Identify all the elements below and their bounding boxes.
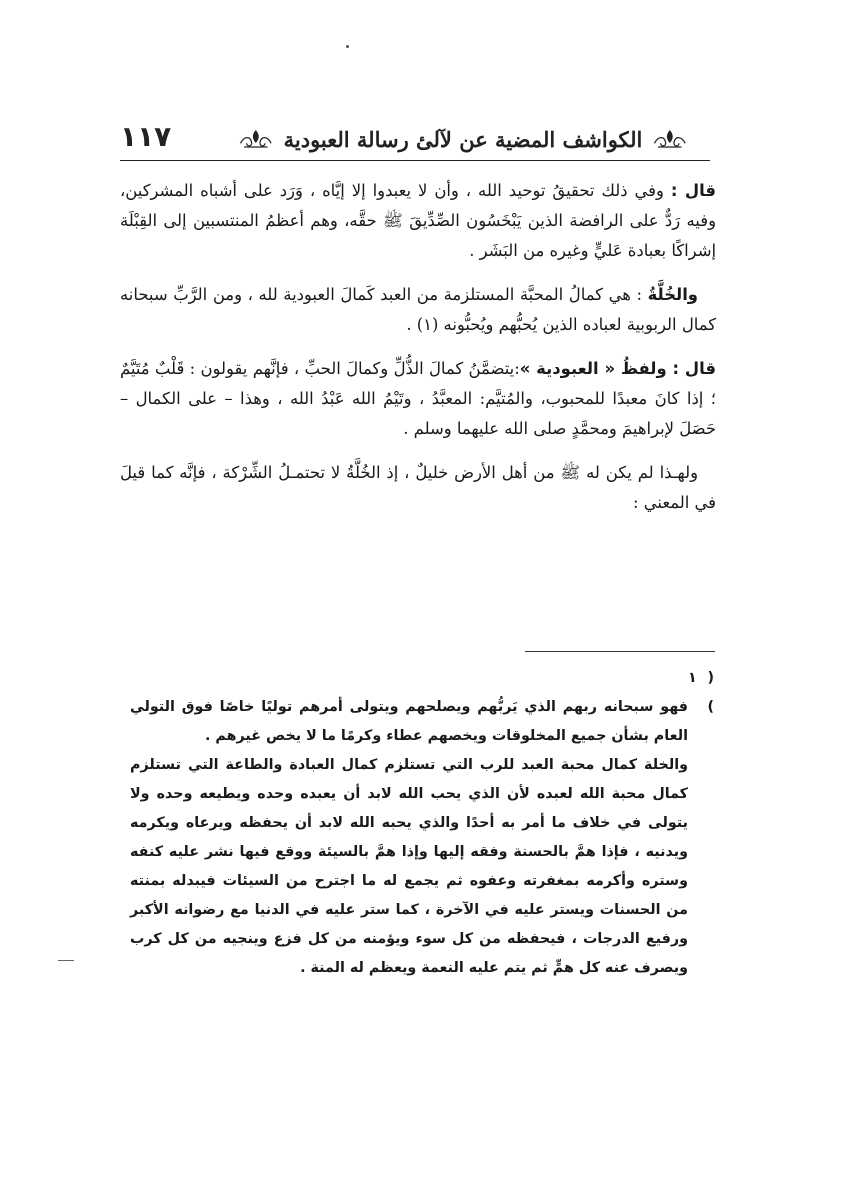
- paragraph-2: [120, 280, 716, 340]
- paragraph-1-keyword: قال :: [670, 181, 716, 200]
- paragraph-4-text: ولهـذا لم يكن له ﷺ من أهل الأرض خليلٌ ، إذ الخُلَّةُ لا تحتمـلُ الشِّرْكة ، فإنَّه كما قيلَ في المعني :: [120, 463, 716, 512]
- right-ornament-icon: [652, 122, 688, 156]
- page-number: ١١٧: [120, 120, 172, 153]
- paragraph-4: [120, 458, 716, 518]
- scan-speck: [346, 45, 349, 48]
- paragraph-2-keyword: والخُلَّةُ: [647, 285, 698, 304]
- paragraph-3: [120, 354, 716, 444]
- paragraph-1: [120, 176, 716, 266]
- main-body: [120, 176, 716, 532]
- footnote-marker: ( ١ ): [688, 670, 714, 715]
- paragraph-2-text: : هي كمالُ المحبَّة المستلزمة من العبد كَمالَ العبودية لله ، ومن الرَّبِّ سبحانه كمال الربوبية لعباده الذين يُحبُّهم ويُحبُّونه (١) .: [120, 285, 716, 334]
- footnote-1-continued: [130, 751, 714, 983]
- footnote-1-text: فهو سبحانه ربهم الذي يَربُّهم ويصلحهم ويتولى أمرهم توليًا خاصًا فوق التولي العام بشأن جميع المخلوقات ويخصهم عطاء وكرمًا ما لا يخص غيرهم .: [130, 699, 688, 744]
- running-header: [238, 116, 688, 162]
- footnotes: [130, 664, 714, 983]
- paragraph-3-keyword: قال : ولفظُ « العبودية »: [519, 359, 716, 378]
- paragraph-3-text: :يتضمَّنُ كمالَ الذُّلِّ وكمالَ الحبِّ ، فإنَّهم يقولون : قَلْبٌ مُتَيَّمٌ ؛ إذا كانَ معبدًا للمحبوب، والمُتيَّم: المعبَّدُ ، وتَيْمُ الله عَبْدُ الله ، وهذا – على الكمال – حَصَلَ لإبراهيمَ ومحمَّدٍ صلى الله عليهما وسلم .: [120, 359, 716, 438]
- footnote-1: [130, 664, 714, 751]
- paragraph-1-text: وفي ذلك تحقيقُ توحيد الله ، وأن لا يعبدوا إلا إيَّاه ، وَرَد على أشباه المشركين، وفيه رَدٌّ على الرافضة الذين يَبْخَسُون الصِّدِّيقَ ﷺ حقَّه، وهم أعظمُ المنتسبين إلى القِبْلَة إشراكًا بعبادة عَليٍّ وغيره من البَشَر .: [120, 181, 716, 260]
- header-rule: [120, 160, 710, 161]
- left-ornament-icon: [238, 122, 274, 156]
- footnote-2-text: والخلة كمال محبة العبد للرب التي تستلزم كمال العبادة والطاعة التي تستلزم كمال محبة الله لعبده لأن الذي يحب الله لابد أن يعبده وحده ويطيعه وحده ولا يتولى في خلاف ما أمر به أحدًا والذي يحبه الله لابد أن يحفظه ويرعاه ويكرمه ويدنيه ، فإذا همَّ بالحسنة وفقه إليها وإذا همَّ بالسيئة ووقع فيها نشر عليه كنفه وستره وأكرمه بمغفرته وعفوه ثم يجمع له ما اجترح من السيئات فيبدله بمنته من الحسنات ويستر عليه في الآخرة ، كما ستر عليه في الدنيا مع رضوانه الأكبر ورفيع الدرجات ، فيحفظه من كل سوء ويؤمنه من كل فزع وينجيه من كل كرب ويصرف عنه كل همٍّ ثم يتم عليه النعمة ويعظم له المنة .: [130, 757, 688, 976]
- scan-mark: [58, 960, 74, 961]
- footnote-separator: [525, 651, 715, 652]
- running-title: الكواشف المضية عن لآلئ رسالة العبودية: [283, 126, 643, 152]
